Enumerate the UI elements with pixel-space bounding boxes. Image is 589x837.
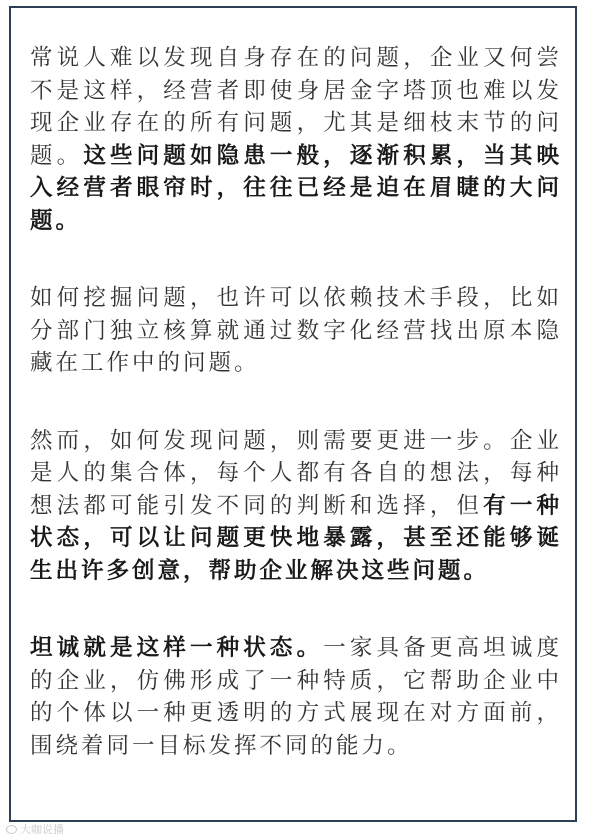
- paragraph-1-emphasis: 这些问题如隐患一般，逐渐积累，当其映入经营者眼帘时，往往已经是迫在眉睫的大问题。: [30, 142, 562, 234]
- watermark-text: 大咖说播: [20, 823, 64, 836]
- paragraph-2-text: 如何挖掘问题，也许可以依赖技术手段，比如分部门独立核算就通过数字化经营找出原本隐藏在工作中的问题。: [30, 285, 562, 376]
- paragraph-1-text: 常说人难以发现自身存在的问题，企业又何尝不是这样，经营者即使身居金字塔顶也难以发现企业存在的所有问题，尤其是细枝末节的问题。: [30, 45, 562, 169]
- paragraph-3: [30, 425, 562, 588]
- paragraph-3-emphasis: 有一种状态，可以让问题更快地暴露，甚至还能够诞生出许多创意，帮助企业解决这些问题。: [30, 492, 562, 584]
- paragraph-3-text: 然而，如何发现问题，则需要更进一步。企业是人的集合体，每个人都有各自的想法，每种想法都可能引发不同的判断和选择，但: [30, 427, 562, 519]
- paragraph-1: [30, 42, 562, 237]
- paragraph-4-text: 一家具备更高坦诚度的企业，仿佛形成了一种特质，它帮助企业中的个体以一种更透明的方式展现在对方面前，围绕着同一目标发挥不同的能力。: [30, 635, 562, 759]
- watermark: [6, 821, 64, 837]
- paragraph-4: [30, 632, 562, 762]
- paragraph-4-emphasis: 坦诚就是这样一种状态。: [30, 635, 324, 661]
- article-body: [30, 42, 562, 807]
- weibo-icon: [6, 825, 17, 834]
- paragraph-2: [30, 282, 562, 380]
